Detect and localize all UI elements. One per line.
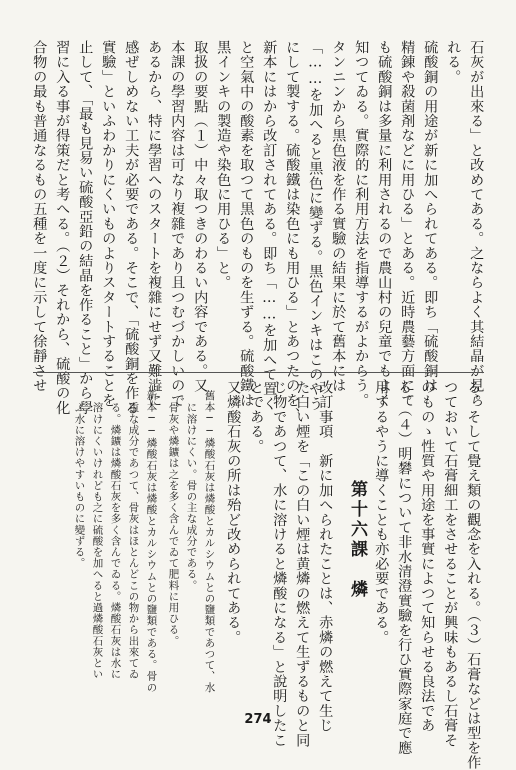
- text-column: 知つてゐる。實際的に利用方法を指導するがよからう。: [353, 40, 370, 408]
- text-column: る。（４）明礬について非水清澄實驗を行ひ實際家庭で應: [396, 380, 413, 756]
- text-column: れる。: [445, 40, 462, 85]
- quote-column: 舊本──燐酸石灰は燐酸とカルシウムとの鹽類であつて、水: [203, 390, 216, 693]
- text-column: あるから、特に學習へのスタートを複雜にせず又難澁に: [146, 40, 163, 408]
- quote-column: 新本──燐酸石灰は燐酸とカルシウムとの鹽類である。骨の: [145, 390, 158, 693]
- text-column: 精錬や殺菌剤などに用ひる」とある。近時農藝方面にて: [399, 40, 416, 408]
- quote-column: ふ水に溶けやすいものに變ずる。: [73, 402, 86, 569]
- text-column: 用するやうに導くことも亦必要である。: [373, 380, 390, 645]
- page-number: 274: [244, 712, 272, 727]
- text-column: 又燐酸石灰の所は殆ど改められてある。: [225, 380, 242, 645]
- text-column: と空氣中の酸素を取つて黒色のものを生ずる。硫酸鐵は: [238, 40, 255, 408]
- quote-column: 重な成分であつて、骨灰はほとんどこの物から出來てゐ: [127, 402, 140, 680]
- text-column: つておいて石膏細工をさせることが興味もあるし石膏そ: [442, 380, 459, 748]
- text-column: 感ぜしめない工夫が必要である。そこで、「硫酸銅を作る: [123, 40, 140, 416]
- quote-column: る。燐鑛は燐酸石灰を多く含んでゐる。燐酸石灰は水に: [109, 402, 122, 680]
- text-column: 習に入る事が得策だと考へる。（２）それから、硫酸の化: [54, 40, 71, 416]
- text-column: とである。: [248, 380, 265, 454]
- quote-column: 溶けにくいけれども之に硫酸を加へると過燐酸石灰とい: [91, 402, 104, 680]
- text-column: 石灰が出來る」と改めてある。之ならよく其結晶が見ら: [468, 40, 485, 408]
- text-column: も硫酸銅は多量に利用されるので農山村の兒童でもよく: [376, 40, 393, 408]
- text-column: た白い煙を「この白い煙は黄燐の燃えて生ずるものと同: [294, 380, 311, 748]
- quote-column: に溶けにくい。骨の主な成分である。: [185, 402, 198, 591]
- lesson-title: 第十六課 燐: [347, 480, 367, 600]
- section-divider: [33, 372, 484, 373]
- text-column: 新本にはから改訂されてある。即ち「……を加へて置く: [261, 40, 278, 412]
- text-column: 合物の最も普通なるもの五種を一度に示して徐靜させ: [31, 40, 48, 393]
- text-column: 實驗」といふわかりにくいものよりスタートすることを: [100, 40, 117, 408]
- text-column: 改訂事項 新に加へられたことは、赤燐の燃えて生じ: [317, 380, 334, 733]
- text-column: 黒インキの製造や染色に用ひる」と。: [215, 40, 232, 290]
- text-column: にして製する。硫酸鐵は染色にも用ひる」とあつたのを、: [284, 40, 301, 423]
- text-column: じ物であつて、水に溶けると燐酸になる」と說明したこ: [271, 380, 288, 748]
- text-column: 本課の學習内容は可なり複雜であり且つむづかしいので: [169, 40, 186, 408]
- text-column: 「……を加へると黒色に變ずる。黒色インキはこのやう: [307, 40, 324, 412]
- text-column: のものゝ性質や用途を事實によつて知らせる良法であ: [419, 380, 436, 733]
- text-column: 止して、「最も見易い硫酸亞鉛の結晶を作ること」から學: [77, 40, 94, 416]
- text-column: 硫酸銅の用途が新に加へられてある。即ち「硫酸銅は: [422, 40, 439, 393]
- text-column: る。そして覺え類の觀念を入れる。（３）石膏などは型を作: [465, 380, 482, 770]
- quote-column: 骨灰や燐鑛は之を多く含んでゐて肥料に用ひる。: [167, 402, 180, 647]
- text-column: タンニンから黒色液を作る實驗の結果に於て舊本には: [330, 40, 347, 393]
- text-column: 取扱の要點（１）中々取つきのわるい内容である。又: [192, 40, 209, 393]
